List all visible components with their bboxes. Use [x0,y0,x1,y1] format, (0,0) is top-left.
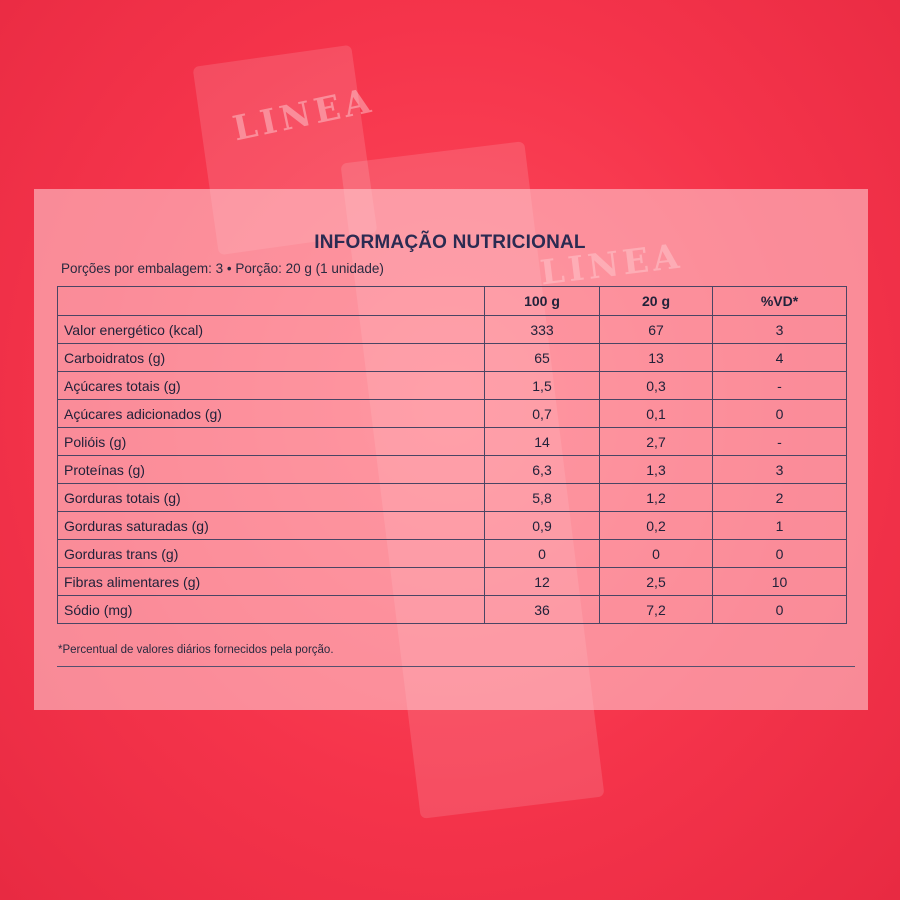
value-per-portion: 1,2 [600,484,713,512]
table-row [58,512,847,540]
value-per-100g: 36 [485,596,600,624]
value-per-portion: 0,3 [600,372,713,400]
value-daily: 10 [713,568,847,596]
nutrient-name: Gorduras trans (g) [58,540,485,568]
nutrient-name: Carboidratos (g) [58,344,485,372]
table-row [58,568,847,596]
value-per-100g: 0,7 [485,400,600,428]
brand-logo-left: LINEA [229,80,378,150]
value-daily: 0 [713,540,847,568]
table-header-row [58,287,847,316]
value-daily: 3 [713,456,847,484]
header-nutrient [58,287,485,316]
header-daily-value: %VD* [713,287,847,316]
nutrient-name: Açúcares totais (g) [58,372,485,400]
nutrient-name: Valor energético (kcal) [58,316,485,344]
value-per-portion: 0,2 [600,512,713,540]
table-row [58,540,847,568]
table-row [58,344,847,372]
header-per-100g: 100 g [485,287,600,316]
value-daily: 0 [713,596,847,624]
value-daily: 0 [713,400,847,428]
value-daily: 1 [713,512,847,540]
value-per-100g: 65 [485,344,600,372]
value-daily: 2 [713,484,847,512]
header-per-portion: 20 g [600,287,713,316]
value-daily: 3 [713,316,847,344]
nutrient-name: Açúcares adicionados (g) [58,400,485,428]
nutrition-table [57,286,847,624]
value-per-100g: 0 [485,540,600,568]
value-per-portion: 7,2 [600,596,713,624]
divider [57,666,855,667]
table-row [58,316,847,344]
table-row [58,456,847,484]
value-per-100g: 333 [485,316,600,344]
value-per-100g: 14 [485,428,600,456]
footnote: *Percentual de valores diários fornecidos pela porção. [58,644,334,656]
value-daily: 4 [713,344,847,372]
value-per-portion: 2,7 [600,428,713,456]
value-per-100g: 6,3 [485,456,600,484]
value-per-100g: 1,5 [485,372,600,400]
nutrient-name: Proteínas (g) [58,456,485,484]
table-row [58,400,847,428]
table-row [58,484,847,512]
nutrient-name: Fibras alimentares (g) [58,568,485,596]
table-row [58,596,847,624]
value-per-100g: 0,9 [485,512,600,540]
value-per-portion: 13 [600,344,713,372]
nutrient-name: Sódio (mg) [58,596,485,624]
value-per-100g: 12 [485,568,600,596]
value-per-portion: 0 [600,540,713,568]
table-row [58,372,847,400]
value-daily: - [713,428,847,456]
nutrient-name: Polióis (g) [58,428,485,456]
value-per-portion: 1,3 [600,456,713,484]
table-row [58,428,847,456]
value-per-portion: 67 [600,316,713,344]
value-daily: - [713,372,847,400]
value-per-100g: 5,8 [485,484,600,512]
nutrient-name: Gorduras saturadas (g) [58,512,485,540]
nutrition-title: INFORMAÇÃO NUTRICIONAL [314,232,586,253]
value-per-portion: 0,1 [600,400,713,428]
nutrient-name: Gorduras totais (g) [58,484,485,512]
value-per-portion: 2,5 [600,568,713,596]
serving-info: Porções por embalagem: 3 • Porção: 20 g (1 unidade) [61,261,384,276]
